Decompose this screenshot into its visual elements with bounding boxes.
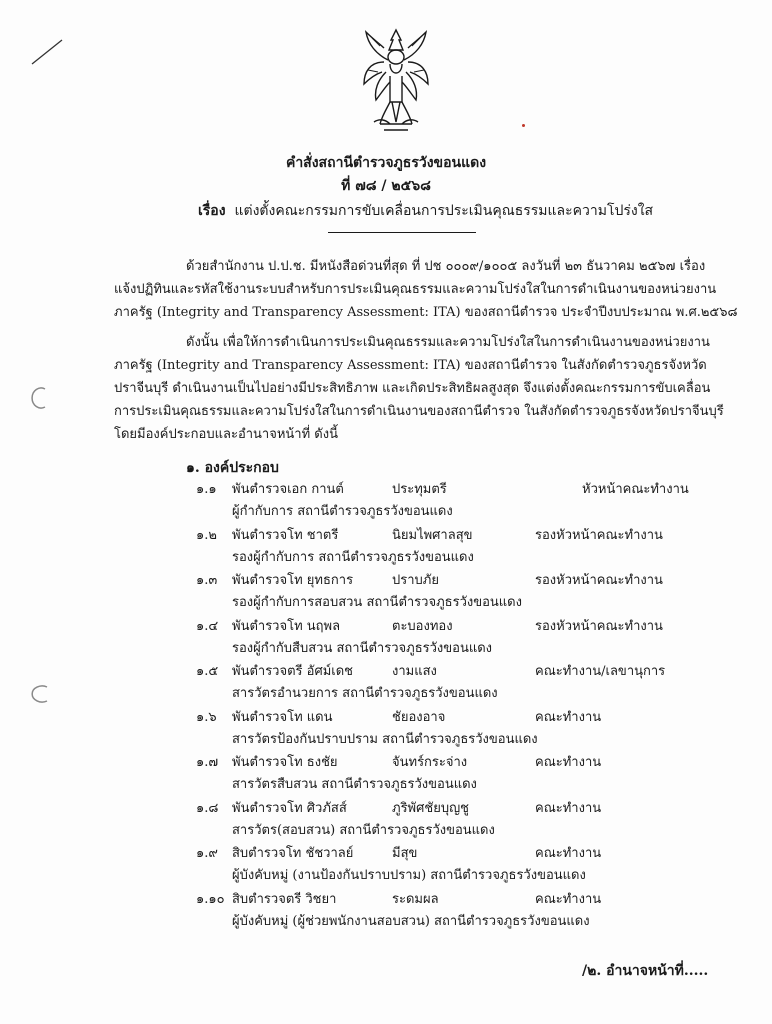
paragraph-2-line: โดยมีองค์ประกอบและอำนาจหน้าที่ ดังนี้ (114, 427, 338, 442)
member-position: ผู้กำกับการ สถานีตำรวจภูธรวังขอนแดง (232, 504, 453, 519)
order-title: คำสั่งสถานีตำรวจภูธรวังขอนแดง (285, 155, 487, 171)
punch-hole (30, 386, 50, 410)
member-position: รองผู้กำกับสืบสวน สถานีตำรวจภูธรวังขอนแดง (232, 641, 493, 656)
member-position: สารวัตรสืบสวน สถานีตำรวจภูธรวังขอนแดง (232, 777, 477, 792)
member-number: ๑.๖ (196, 710, 217, 725)
member-role: รองหัวหน้าคณะทำงาน (535, 619, 663, 634)
member-role: รองหัวหน้าคณะทำงาน (535, 528, 663, 543)
member-role: คณะทำงาน (535, 846, 602, 861)
subject-label: เรื่อง (198, 203, 226, 219)
member-number: ๑.๕ (196, 664, 219, 679)
member-rank-name: พันตำรวจโท นฤพล (232, 619, 341, 634)
punch-hole (28, 683, 52, 705)
member-rank-name: พันตำรวจโท ยุทธการ (232, 573, 354, 588)
paragraph-2-line: ปราจีนบุรี ดำเนินงานเป็นไปอย่างมีประสิทธิภาพ และเกิดประสิทธิผลสูงสุด จึงแต่งตั้งคณะกรรมการขับเคลื่อน (114, 381, 711, 396)
member-surname: ตะบองทอง (392, 619, 453, 634)
member-position: สารวัตรป้องกันปราบปราม สถานีตำรวจภูธรวังขอนแดง (232, 732, 538, 747)
member-surname: ชัยองอาจ (392, 710, 446, 725)
member-number: ๑.๑๐ (196, 892, 225, 907)
paragraph-2-line: ภาครัฐ (Integrity and Transparency Assessment: ITA) ของสถานีตำรวจ ในสังกัดตำรวจภูธรจังหวัด (114, 358, 707, 373)
member-role: คณะทำงาน (535, 755, 602, 770)
member-number: ๑.๑ (196, 482, 217, 497)
paragraph-1-line: แจ้งปฏิทินและรหัสใช้งานระบบสำหรับการประเมินคุณธรรมและความโปร่งใสในการดำเนินงานของหน่วยงาน (114, 282, 717, 297)
member-position: รองผู้กำกับการ สถานีตำรวจภูธรวังขอนแดง (232, 550, 474, 565)
subject-line (198, 203, 653, 219)
garuda-emblem (360, 26, 432, 138)
member-role: คณะทำงาน (535, 710, 602, 725)
member-number: ๑.๗ (196, 755, 219, 770)
member-rank-name: พันตำรวจโท แดน (232, 710, 333, 725)
member-role: หัวหน้าคณะทำงาน (582, 482, 689, 497)
member-surname: มีสุข (392, 846, 418, 861)
member-rank-name: พันตำรวจโท ศิวภัสส์ (232, 801, 347, 816)
subject-text: แต่งตั้งคณะกรรมการขับเคลื่อนการประเมินคุณธรรมและความโปร่งใส (234, 203, 654, 219)
member-number: ๑.๙ (196, 846, 218, 861)
member-position: รองผู้กำกับการสอบสวน สถานีตำรวจภูธรวังขอนแดง (232, 595, 522, 610)
section-1-heading: ๑. องค์ประกอบ (186, 460, 279, 476)
member-surname: ประทุมตรี (392, 482, 447, 497)
member-surname: ภูริพัศชัยบุญชู (392, 801, 469, 816)
member-number: ๑.๒ (196, 528, 217, 543)
member-surname: งามแสง (392, 664, 437, 679)
paragraph-1-line: ด้วยสำนักงาน ป.ป.ช. มีหนังสือด่วนที่สุด ที่ ปช ๐๐๐๙/๑๐๐๕ ลงวันที่ ๒๓ ธันวาคม ๒๕๖๗ เรื่อง (186, 259, 706, 274)
member-number: ๑.๓ (196, 573, 218, 588)
member-role: คณะทำงาน/เลขานุการ (535, 664, 666, 679)
ink-dot (522, 124, 525, 127)
member-role: รองหัวหน้าคณะทำงาน (535, 573, 663, 588)
member-surname: ปราบภัย (392, 573, 439, 588)
member-rank-name: พันตำรวจเอก กานต์ (232, 482, 344, 497)
member-rank-name: สิบตำรวจโท ชัชวาลย์ (232, 846, 354, 861)
member-number: ๑.๔ (196, 619, 219, 634)
member-surname: ระดมผล (392, 892, 439, 907)
paragraph-2-line: ดังนั้น เพื่อให้การดำเนินการประเมินคุณธรรมและความโปร่งใสในการดำเนินงานของหน่วยงาน (186, 335, 710, 350)
paragraph-1-line: ภาครัฐ (Integrity and Transparency Assessment: ITA) ของสถานีตำรวจ ประจำปีงบประมาณ พ.ศ.๒๕๖๘ (114, 305, 738, 320)
pen-mark (30, 38, 64, 66)
member-position: ผู้บังคับหมู่ (งานป้องกันปราบปราม) สถานีตำรวจภูธรวังขอนแดง (232, 868, 586, 883)
member-number: ๑.๘ (196, 801, 219, 816)
order-number: ที่ ๗๘ / ๒๕๖๘ (341, 178, 431, 194)
paragraph-2-line: การประเมินคุณธรรมและความโปร่งใสในการดำเนินงานของสถานีตำรวจ ในสังกัดตำรวจภูธรจังหวัดปราจีนบุรี (114, 404, 724, 419)
member-position: สารวัตร(สอบสวน) สถานีตำรวจภูธรวังขอนแดง (232, 823, 495, 838)
member-rank-name: พันตำรวจตรี อัศม์เดช (232, 664, 353, 679)
member-surname: จันทร์กระจ่าง (392, 755, 468, 770)
member-rank-name: พันตำรวจโท ชาตรี (232, 528, 339, 543)
continued-note: /๒. อำนาจหน้าที่..... (582, 963, 709, 979)
member-position: ผู้บังคับหมู่ (ผู้ช่วยพนักงานสอบสวน) สถานีตำรวจภูธรวังขอนแดง (232, 914, 590, 929)
header-divider (328, 232, 476, 233)
member-role: คณะทำงาน (535, 892, 602, 907)
member-role: คณะทำงาน (535, 801, 602, 816)
member-position: สารวัตรอำนวยการ สถานีตำรวจภูธรวังขอนแดง (232, 686, 498, 701)
member-rank-name: พันตำรวจโท ธงชัย (232, 755, 338, 770)
member-rank-name: สิบตำรวจตรี วิชยา (232, 892, 337, 907)
member-surname: นิยมไพศาลสุข (392, 528, 473, 543)
